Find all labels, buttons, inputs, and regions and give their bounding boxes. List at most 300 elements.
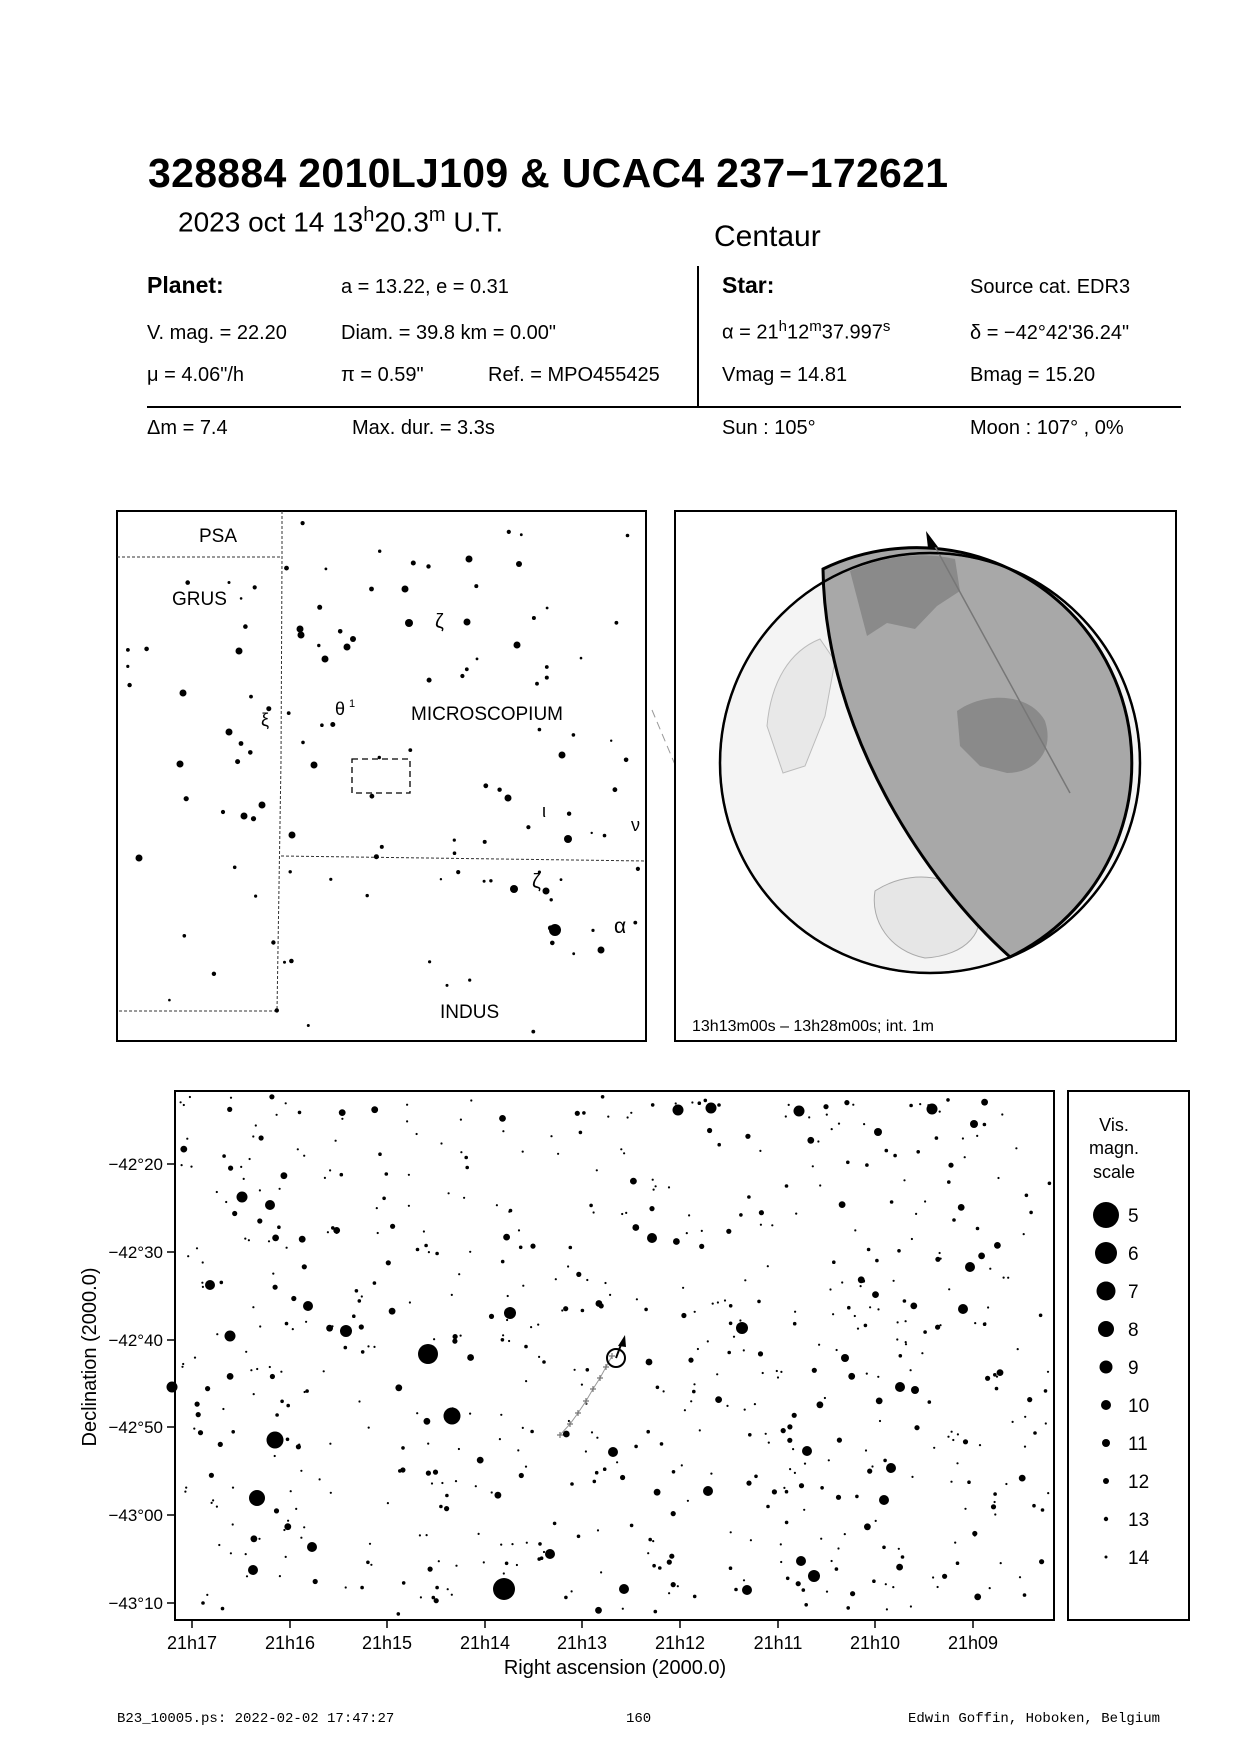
field-star (530, 1430, 534, 1434)
field-star (636, 1298, 638, 1300)
field-star (272, 1235, 279, 1242)
field-star (671, 1511, 676, 1516)
field-star (339, 1109, 346, 1116)
field-star (286, 1438, 290, 1442)
field-star (634, 1445, 638, 1449)
field-star (373, 1281, 377, 1285)
map-star (239, 741, 244, 746)
map-star (550, 941, 555, 946)
field-star (620, 1475, 625, 1480)
field-star (897, 1321, 899, 1323)
map-star (241, 813, 248, 820)
field-star (832, 1260, 836, 1264)
field-star (717, 1301, 719, 1303)
field-star (1027, 1397, 1032, 1402)
field-star (416, 1133, 418, 1135)
field-star (376, 1207, 378, 1209)
field-star (493, 1578, 515, 1600)
field-star (276, 1114, 278, 1116)
field-star (212, 1499, 214, 1501)
field-star (876, 1398, 883, 1405)
map-star (289, 870, 292, 873)
map-star (366, 894, 369, 897)
map-star (428, 960, 431, 963)
field-star (202, 1261, 204, 1263)
field-star (1023, 1593, 1027, 1597)
field-star (283, 1529, 285, 1531)
field-star (726, 1229, 731, 1234)
field-star (698, 1101, 702, 1105)
field-star (196, 1247, 198, 1249)
field-star (1012, 1421, 1014, 1423)
field-star (958, 1304, 968, 1314)
field-star (555, 1278, 557, 1280)
field-star (794, 1106, 805, 1117)
map-star (338, 629, 343, 634)
field-star (467, 1354, 474, 1361)
field-star (609, 1294, 611, 1296)
field-star (522, 1151, 524, 1153)
field-star (948, 1288, 950, 1290)
field-star (491, 1491, 493, 1493)
star-vmag: Vmag = 14.81 (722, 364, 848, 386)
field-star (292, 1328, 294, 1330)
field-star (303, 1526, 305, 1528)
field-star (444, 1408, 461, 1425)
field-star (850, 1591, 855, 1596)
field-star (875, 1259, 879, 1263)
map-star (464, 619, 471, 626)
ra-sec: 37.997 (821, 321, 883, 344)
map-star (603, 834, 607, 838)
field-star (847, 1306, 851, 1310)
field-star (871, 1465, 873, 1467)
field-star (185, 1487, 187, 1489)
map-star (474, 584, 478, 588)
field-star (371, 1106, 378, 1113)
field-star (957, 1433, 959, 1435)
field-star (453, 1334, 458, 1339)
field-star (927, 1104, 929, 1106)
field-star (1045, 1422, 1047, 1424)
field-star (426, 1534, 428, 1536)
field-star (439, 1505, 443, 1509)
field-star (501, 1260, 505, 1264)
field-star (441, 1482, 443, 1484)
map-star (426, 564, 430, 568)
field-star (593, 1480, 597, 1484)
field-star (550, 1135, 552, 1137)
scale-dot (1103, 1478, 1109, 1484)
map-star (548, 925, 553, 930)
field-star (820, 1486, 824, 1490)
field-star (647, 1233, 657, 1243)
field-star (754, 1403, 756, 1405)
field-star (694, 1311, 696, 1313)
field-star (793, 1322, 797, 1326)
field-star (976, 1227, 980, 1231)
field-star (455, 1480, 457, 1482)
delta-mag: Δm = 7.4 (147, 417, 228, 439)
field-star (729, 1304, 733, 1308)
map-star (144, 647, 149, 652)
field-star (258, 1538, 260, 1540)
field-star (789, 1468, 791, 1470)
field-star (921, 1352, 923, 1354)
map-star (380, 845, 384, 849)
field-star (600, 1571, 602, 1573)
field-star (180, 1146, 187, 1153)
date-ut: U.T. (445, 206, 504, 238)
field-star (771, 1224, 773, 1226)
field-star (712, 1303, 714, 1305)
map-star (221, 810, 225, 814)
map-star (228, 581, 231, 584)
field-star (855, 1495, 859, 1499)
field-star (646, 1430, 650, 1434)
field-star (742, 1585, 752, 1595)
map-star (465, 667, 469, 671)
field-star (1025, 1194, 1029, 1198)
field-star (681, 1464, 683, 1466)
map-star (567, 812, 571, 816)
map-star (226, 729, 233, 736)
field-star (259, 1135, 264, 1140)
field-star (804, 1463, 806, 1465)
field-star (427, 1443, 429, 1445)
field-star (909, 1104, 913, 1108)
map-star (636, 867, 640, 871)
field-star (530, 1326, 532, 1328)
field-star (660, 1442, 664, 1446)
field-star (759, 1150, 761, 1152)
field-star (951, 1431, 953, 1433)
field-star (305, 1321, 307, 1323)
field-star (280, 1400, 284, 1404)
field-star (248, 1565, 258, 1575)
field-star (759, 1210, 764, 1215)
field-star (1029, 1211, 1033, 1215)
field-star (701, 1230, 703, 1232)
field-star (469, 1413, 471, 1415)
x-tick-label: 21h10 (849, 1633, 901, 1653)
field-star (686, 1232, 688, 1234)
field-star (987, 1306, 989, 1308)
field-star (619, 1584, 629, 1594)
field-star (726, 1405, 728, 1407)
map-star (127, 683, 131, 687)
ra-h-sup: h (778, 318, 787, 335)
field-star (838, 1123, 840, 1125)
field-star (499, 1115, 506, 1122)
scale-dot (1104, 1517, 1108, 1521)
field-star (865, 1163, 869, 1167)
field-star (693, 1383, 695, 1385)
field-star (252, 1306, 254, 1308)
field-star (903, 1299, 907, 1303)
map-star (126, 665, 129, 668)
field-star (409, 1301, 411, 1303)
map-star (378, 550, 381, 553)
field-star (1003, 1277, 1005, 1279)
scale-dot (1102, 1439, 1110, 1447)
map-star (460, 674, 464, 678)
field-star (537, 1557, 541, 1561)
field-star (434, 1598, 439, 1603)
page-title: 328884 2010LJ109 & UCAC4 237−172621 (148, 150, 949, 196)
map-star (624, 758, 629, 763)
map-star (591, 929, 594, 932)
field-star (1005, 1483, 1007, 1485)
x-tick-label: 21h13 (556, 1633, 608, 1653)
field-star (253, 1393, 255, 1395)
map-star (184, 796, 189, 801)
field-star (794, 1472, 796, 1474)
field-star (267, 1432, 284, 1449)
map-star (253, 585, 257, 589)
field-star (690, 1400, 692, 1402)
field-star (882, 1546, 886, 1550)
map-star (507, 530, 511, 534)
field-star (302, 1264, 307, 1269)
field-star (963, 1439, 968, 1444)
field-star (300, 1537, 302, 1539)
star-heading: Star: (722, 272, 775, 298)
field-star (976, 1135, 978, 1137)
field-star (355, 1289, 359, 1293)
field-star (911, 1238, 913, 1240)
field-star (483, 1561, 485, 1563)
field-star (451, 1294, 453, 1296)
field-star (428, 1251, 430, 1253)
field-star (506, 1319, 508, 1321)
field-star (542, 1360, 546, 1364)
field-star (447, 1588, 449, 1590)
field-star (836, 1349, 838, 1351)
field-star (195, 1402, 200, 1407)
field-star (997, 1177, 999, 1179)
field-star (327, 1231, 329, 1233)
field-star (747, 1134, 751, 1138)
field-star (424, 1244, 428, 1248)
field-star (625, 1212, 627, 1214)
field-star (652, 1540, 654, 1542)
field-star (744, 1279, 746, 1281)
field-star (265, 1200, 275, 1210)
field-star (524, 1345, 528, 1349)
planet-diam: Diam. = 39.8 km = 0.00" (341, 322, 556, 344)
field-star (644, 1308, 648, 1312)
field-star (646, 1359, 653, 1366)
map-star (580, 657, 583, 660)
field-star (249, 1158, 251, 1160)
greek-theta: θ (335, 699, 346, 719)
field-star (1041, 1508, 1045, 1512)
field-star (608, 1447, 618, 1457)
field-star (1024, 1446, 1026, 1448)
scale-title-1: Vis. (1099, 1115, 1129, 1135)
field-star (669, 1554, 674, 1559)
field-star (715, 1396, 722, 1403)
map-star (526, 825, 530, 829)
field-star (477, 1457, 484, 1464)
field-star (808, 1116, 810, 1118)
field-star (829, 1288, 831, 1290)
field-star (300, 1470, 302, 1472)
field-star (717, 1103, 721, 1107)
field-star (747, 1195, 751, 1199)
field-star (897, 1249, 901, 1253)
field-star (965, 1262, 975, 1272)
field-star (243, 1178, 245, 1180)
field-star (807, 1137, 814, 1144)
field-star (285, 1102, 287, 1104)
scale-magnitude-label: 13 (1128, 1510, 1150, 1531)
field-star (668, 1186, 670, 1188)
field-star (655, 1185, 657, 1187)
map-star (233, 866, 237, 870)
planet-heading: Planet: (147, 272, 224, 298)
field-star (295, 1508, 297, 1510)
map-star (633, 921, 637, 925)
field-star (866, 1373, 868, 1375)
map-star (254, 895, 257, 898)
field-star (304, 1391, 306, 1393)
field-star (244, 1238, 246, 1240)
field-star (950, 1481, 952, 1483)
map-star (545, 676, 549, 680)
field-star (901, 1555, 905, 1559)
field-star (505, 1562, 509, 1566)
field-star (259, 1325, 261, 1327)
field-star (896, 1564, 903, 1571)
field-star (460, 1335, 462, 1337)
field-star (370, 1564, 372, 1566)
field-star (777, 1376, 779, 1378)
field-star (225, 1331, 236, 1342)
field-star (313, 1579, 318, 1584)
field-star (525, 1380, 527, 1382)
map-star (550, 898, 553, 901)
field-star (877, 1376, 879, 1378)
field-star (744, 1409, 746, 1411)
field-star (688, 1358, 693, 1363)
field-star (828, 1459, 830, 1461)
field-star (569, 1246, 573, 1250)
field-star (366, 1561, 370, 1565)
field-star (252, 1135, 254, 1137)
field-star (373, 1346, 375, 1348)
field-star (424, 1418, 431, 1425)
field-star (1039, 1314, 1043, 1318)
field-star (216, 1191, 218, 1193)
field-star (198, 1430, 203, 1435)
field-star (451, 1594, 453, 1596)
map-star (545, 665, 549, 669)
map-star (546, 607, 549, 610)
field-star (419, 1534, 421, 1536)
map-star (610, 740, 612, 742)
field-star (687, 1500, 689, 1502)
field-star (274, 1455, 276, 1457)
detail-star-chart (60, 1090, 1190, 1710)
field-star (875, 1520, 877, 1522)
map-star (402, 586, 409, 593)
field-star (286, 1404, 290, 1408)
field-star (682, 1287, 684, 1289)
map-star (535, 682, 539, 686)
x-tick-label: 21h12 (654, 1633, 706, 1653)
field-star (783, 1487, 785, 1489)
field-star (458, 1448, 460, 1450)
field-star (831, 1560, 833, 1562)
object-type: Centaur (714, 220, 821, 253)
field-star (507, 1295, 509, 1297)
field-star (952, 1218, 956, 1222)
field-star (893, 1280, 895, 1282)
field-star (910, 1605, 912, 1607)
field-star (852, 1104, 854, 1106)
field-star (675, 1102, 677, 1104)
field-star (886, 1608, 888, 1610)
y-tick-label: −42°30 (108, 1243, 163, 1262)
field-star (733, 1336, 735, 1338)
field-star (785, 1490, 789, 1494)
field-star (905, 1341, 907, 1343)
scale-dot (1100, 1361, 1113, 1374)
field-star (516, 1564, 518, 1566)
field-star (792, 1413, 797, 1418)
field-star (508, 1211, 510, 1213)
map-star (126, 648, 130, 652)
x-tick-label: 21h09 (947, 1633, 999, 1653)
field-star (259, 1189, 261, 1191)
map-star (183, 934, 187, 938)
field-star (964, 1508, 966, 1510)
field-star (865, 1449, 867, 1451)
field-star (186, 1138, 188, 1140)
field-star (378, 1152, 382, 1156)
x-tick-label: 21h11 (753, 1633, 803, 1653)
footer-author: Edwin Goffin, Hoboken, Belgium (908, 1711, 1161, 1727)
field-star (867, 1469, 872, 1474)
field-star (867, 1248, 871, 1252)
field-star (182, 1363, 184, 1365)
field-star (563, 1431, 570, 1438)
field-star (574, 1369, 576, 1371)
field-star (668, 1592, 670, 1594)
field-star (428, 1567, 433, 1572)
field-star (632, 1224, 639, 1231)
field-star (804, 1603, 808, 1607)
field-star (766, 1505, 770, 1509)
planet-mu: μ = 4.06"/h (147, 364, 245, 386)
field-star (699, 1429, 701, 1431)
field-star (577, 1535, 581, 1539)
field-star (352, 1314, 356, 1318)
field-star (408, 1174, 410, 1176)
map-star (615, 621, 619, 625)
field-star (704, 1099, 708, 1103)
field-star (974, 1322, 976, 1324)
scale-magnitude-label: 9 (1128, 1358, 1139, 1379)
map-star (307, 1024, 310, 1027)
field-star (772, 1489, 777, 1494)
scale-magnitude-label: 10 (1128, 1396, 1150, 1417)
footer-file-info: B23_10005.ps: 2022-02-02 17:47:27 (117, 1711, 395, 1727)
field-star (890, 1200, 894, 1204)
field-star (501, 1338, 505, 1342)
